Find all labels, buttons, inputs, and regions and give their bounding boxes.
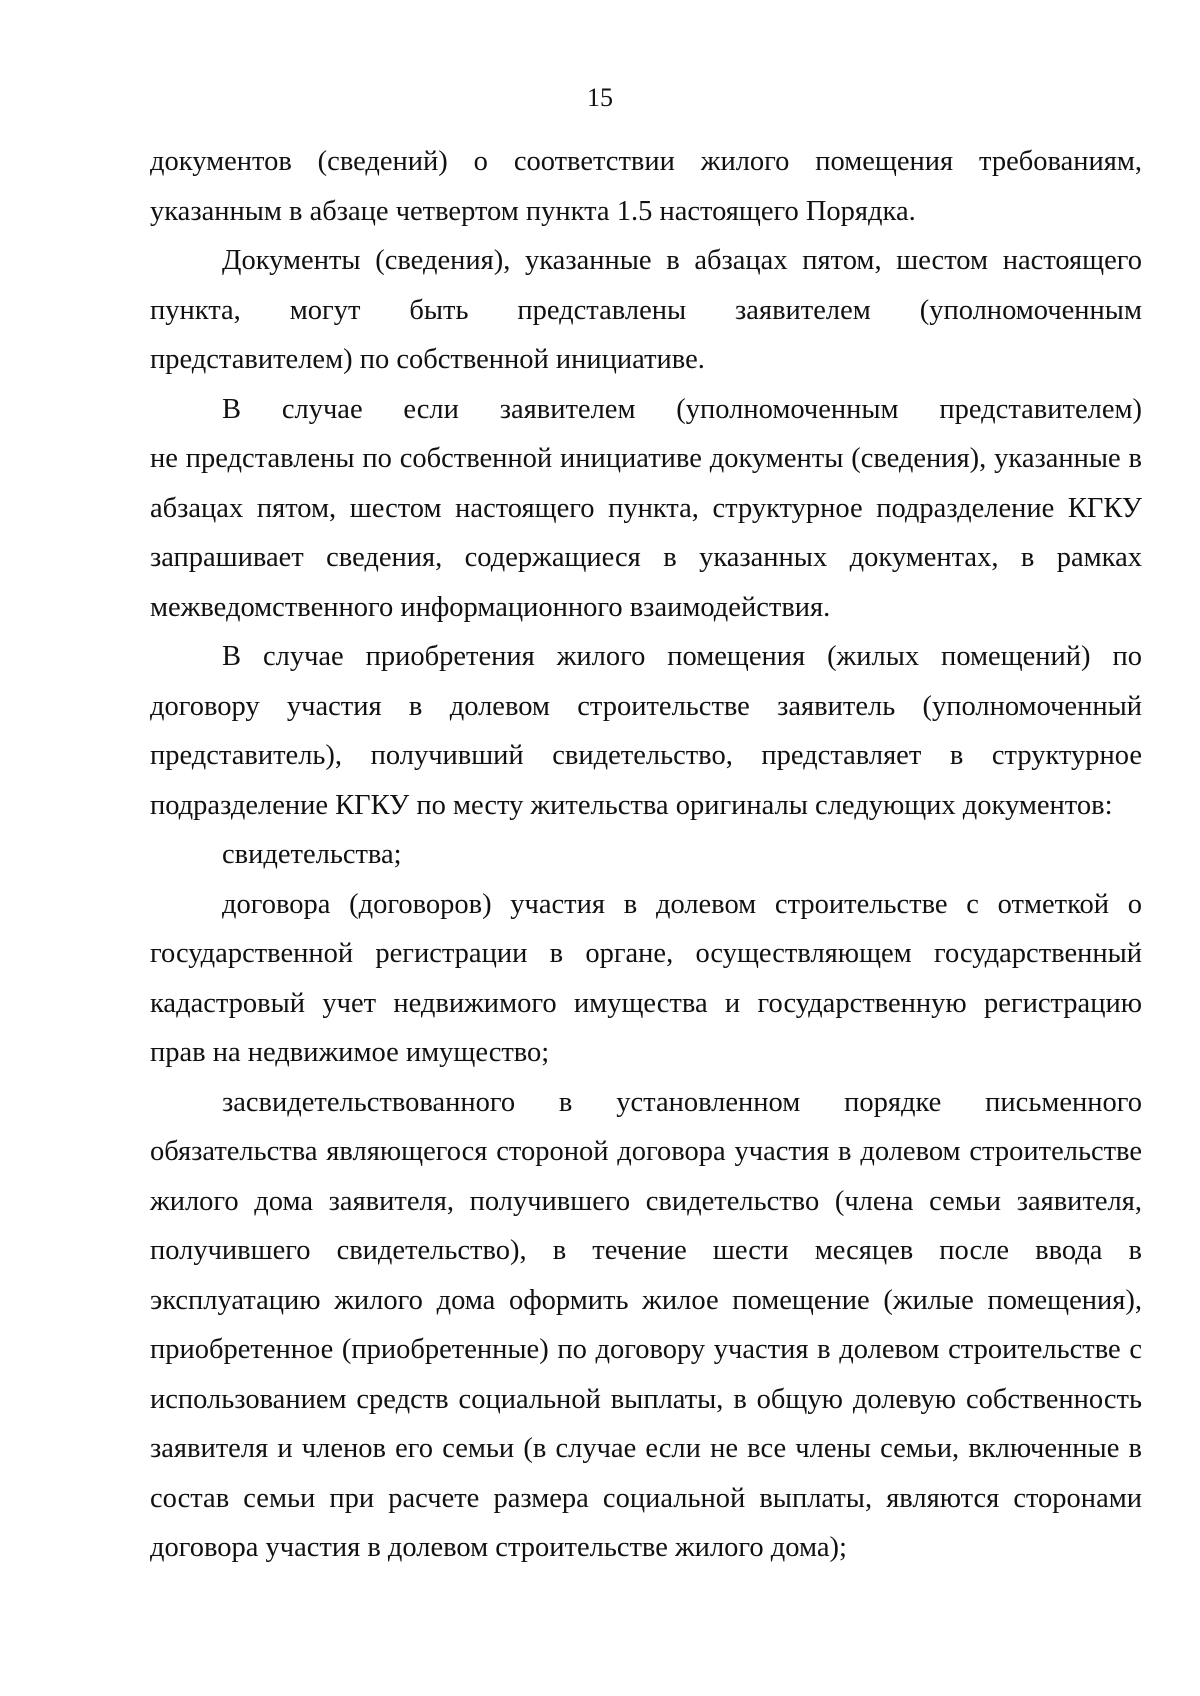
paragraph-case-not-provided-first-line: В случае если заявителем (уполномоченным представителем) <box>222 393 1142 425</box>
paragraph-documents-initiative: Документы (сведения), указанные в абзацах пятом, шестом настоящего пункта, могут быть представлены заявителем (уполномоченным представителем) по собственной инициативе. <box>150 245 1142 375</box>
paragraph-shared-construction: В случае приобретения жилого помещения (жилых помещений) по договору участия в долевом строительстве заявитель (уполномоченный представитель), получивший свидетельство, представляет в структурное подразделение КГКУ по месту жительства оригиналы следующих документов: <box>150 641 1142 821</box>
paragraph-case-not-provided: не представлены по собственной инициативе документы (сведения), указанные в абзацах пятом, шестом настоящего пункта, структурное подразделение КГКУ запрашивает сведения, содержащиеся в указанных документах, в рамках межведомственного информационного взаимодействия. <box>150 443 1142 623</box>
list-item-contract: договора (договоров) участия в долевом строительстве с отметкой о государственной регистрации в органе, осуществляющем государственный кадастровый учет недвижимого имущества и государственную регистрацию прав на недвижимое имущество; <box>150 888 1142 1068</box>
document-body <box>150 137 1142 1573</box>
page-number: 15 <box>587 83 613 112</box>
list-item-certificate: свидетельства; <box>222 839 402 870</box>
paragraph-continuation: документов (сведений) о соответствии жилого помещения требованиям, указанным в абзаце четвертом пункта 1.5 настоящего Порядка. <box>150 146 1142 227</box>
list-item-obligation: засвидетельствованного в установленном порядке письменного обязательства являющегося стороной договора участия в долевом строительстве жилого дома заявителя, получившего свидетельство (члена семьи заявителя, получившего свидетельство), в течение шести месяцев после ввода в эксплуатацию жилого дома оформить жилое помещение (жилые помещения), приобретенное (приобретенные) по договору участия в долевом строительстве с использованием средств социальной выплаты, в общую долевую собственность заявителя и членов его семьи (в случае если не все члены семьи, включенные в состав семьи при расчете размера социальной выплаты, являются сторонами договора участия в долевом строительстве жилого дома); <box>150 1086 1142 1563</box>
